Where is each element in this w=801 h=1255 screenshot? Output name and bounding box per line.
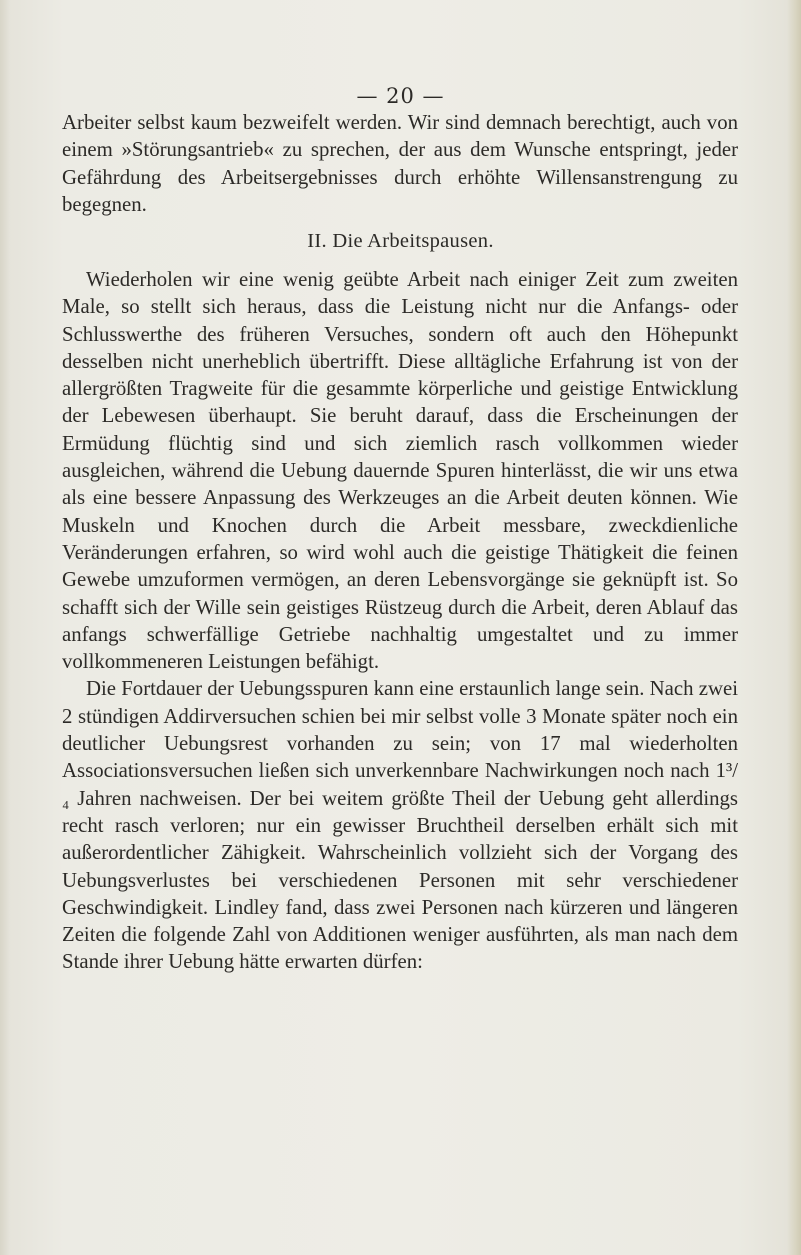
paragraph-continued: Arbeiter selbst kaum bezweifelt werden. Wir sind demnach berechtigt, auch von einem »Störungsantrieb« zu sprechen, der aus dem Wunsche entspringt, jeder Gefährdung des Arbeitsergebnisses durch erhöhte Willensanstrengung zu begegnen. <box>62 111 738 216</box>
section-body <box>62 266 738 976</box>
paragraph-1: Wiederholen wir eine wenig geübte Arbeit nach einiger Zeit zum zweiten Male, so stellt sich heraus, dass die Leistung nicht nur die Anfangs- oder Schlusswerthe des früheren Versuches, sondern oft auch den Höhepunkt desselben nicht unerheblich übertrifft. Diese alltägliche Erfahrung ist von der allergrößten Tragweite für die gesammte körperliche und geistige Entwicklung der Lebewesen überhaupt. Sie beruht darauf, dass die Erscheinungen der Ermüdung flüchtig sind und sich ziemlich rasch vollkommen wieder ausgleichen, während die Uebung dauernde Spuren hinterlässt, die wir uns etwa als eine bessere Anpassung des Werkzeuges an die Arbeit deuten können. Wie Muskeln und Knochen durch die Arbeit messbare, zweckdienliche Veränderungen erfahren, so wird wohl auch die geistige Thätigkeit die feinen Gewebe umzuformen vermögen, an deren Lebensvorgänge sie geknüpft ist. So schafft sich der Wille sein geistiges Rüstzeug durch die Arbeit, deren Ablauf das anfangs schwerfällige Getriebe nachhaltig umgestaltet und zu immer vollkommeneren Leistungen befähigt. <box>62 268 738 674</box>
page-right-edge <box>787 0 801 1255</box>
page-number: — 20 — <box>356 84 445 108</box>
section-heading: II. Die Arbeitspausen. <box>307 230 494 252</box>
continued-paragraph-block <box>62 109 738 218</box>
paragraph-2: Die Fortdauer der Uebungsspuren kann eine erstaunlich lange sein. Nach zwei 2 stündigen Addirversuchen schien bei mir selbst volle 3 Monate später noch ein deutlicher Uebungsrest vorhanden zu sein; von 17 mal wiederholten Associationsversuchen ließen sich unverkennbare Nachwirkungen noch nach 1³/₄ Jahren nachweisen. Der bei weitem größte Theil der Uebung geht allerdings recht rasch verloren; nur ein gewisser Bruchtheil derselben erhält sich mit außerordentlicher Zähigkeit. Wahrscheinlich vollzieht sich der Vorgang des Uebungsverlustes bei verschiedenen Personen mit sehr verschiedener Geschwindigkeit. Lindley fand, dass zwei Personen nach kürzeren und längeren Zeiten die folgende Zahl von Additionen weniger ausführten, als man nach dem Stande ihrer Uebung hätte erwarten dürfen: <box>62 677 738 974</box>
page-left-shadow <box>0 0 10 1255</box>
